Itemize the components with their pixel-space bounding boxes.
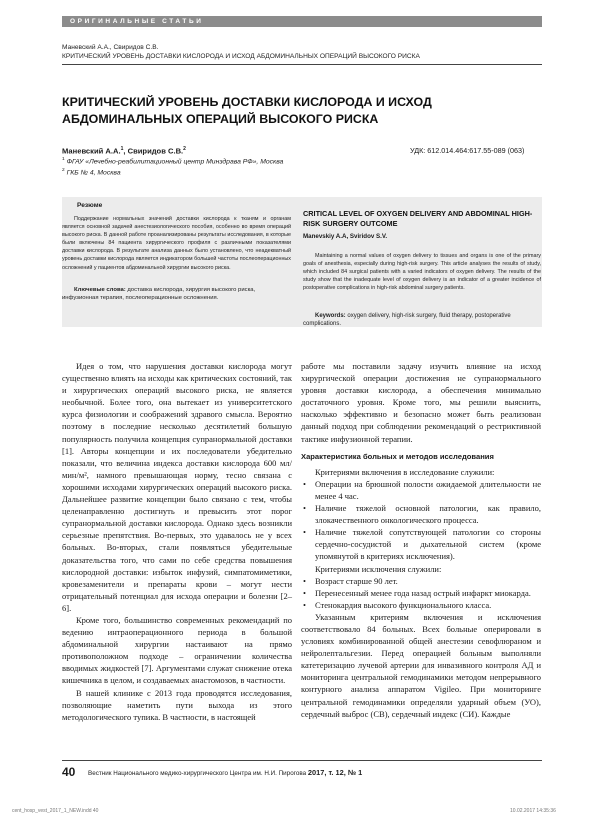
list-item-text: Возраст старше 90 лет.	[315, 575, 398, 586]
page-number: 40	[62, 765, 76, 779]
list-item-text: Наличие тяжелой основной патологии, как правило, злокачественного онкологического процесса.	[315, 503, 541, 526]
affiliation-1	[62, 157, 283, 165]
list-item-text: Наличие тяжелой сопутствующей патологии со стороны сердечно-сосудистой и дыхательной систем (кроме упомянутой в критериях исключения).	[315, 527, 541, 562]
footer-rule	[62, 760, 542, 761]
body-column-right	[301, 360, 541, 720]
affiliation-2-text: ГКБ № 4, Москва	[66, 169, 121, 177]
affiliation-2-sup: 2	[62, 168, 65, 173]
author-1: Маневский А.А.	[62, 146, 121, 156]
udc-code: УДК: 612.014.464:617.55-089 (063)	[410, 146, 525, 155]
bullet-icon: •	[303, 575, 306, 586]
abstract-en-body: Maintaining a normal values of oxygen delivery to tissues and organs is one of the primary goals of anesthesia, especially during high-risk surgery. This article analyses the results of study, which included 84 surgical patients with a varied indicators of oxygen delivery. The results of the study show that the inadequate level of oxygen delivery is an indicator of a greater incidence of postoperative complications in high-risk abdominal surgery patients.	[303, 253, 541, 292]
running-head-authors: Маневский А.А., Свиридов С.В.	[62, 44, 159, 51]
inclusion-list	[301, 478, 541, 563]
list-item-text: Перенесенный менее года назад острый инфаркт миокарда.	[315, 587, 531, 598]
body-paragraph: Указанным критериям включения и исключения соответствовало 84 больных. Всех больные оперировали в условиях комбинированной общей анестезии севофлюраном и нейролептальгезии. Перед операцией больным выполняли катетеризацию лучевой артерии для инвазивного контроля АД и мониторинга центральной гемодинамики методом непрерывного контурного анализа аппаратом Vigileo. При мониторинге центральной гемодинамики определяли ударный объем (УО), сердечный выброс (СВ), сердечный индекс (СИ). Каждые	[301, 611, 541, 719]
slug-timestamp: 10.02.2017 14:35:36	[510, 808, 556, 814]
bullet-icon: •	[303, 503, 306, 514]
body-paragraph: работе мы поставили задачу изучить влияние на исход хирургической операции достижения не супранормального уровня доставки кислорода, а обеспечения минимально достаточного уровня. Кроме того, мы решили выяснить, насколько эффективно и безопасно может быть реализован данный подход при соблюдении рекомендаций о рестриктивной тактике инфузионной терапии.	[301, 361, 541, 444]
list-item	[301, 575, 541, 587]
list-item	[301, 502, 541, 526]
abstract-ru-keywords-label: Ключевые слова:	[74, 287, 126, 293]
author-2: Свиридов С.В.	[127, 146, 184, 156]
affiliation-1-text: ФГАУ «Лечебно-реабилитационный центр Минздрава РФ», Москва	[66, 158, 284, 166]
body-paragraph: Идея о том, что нарушения доставки кислорода могут существенно влиять на исходы как критических состояний, так и хирургических операций высокого риска, не является необычной. Более того, она вытекает из университетского курса физиологии и соображений здравого смысла. Вероятно поэтому в последние несколько десятилетий большую популярность получила концепция супранормальной доставки [1]. Авторы концепции и их последователи убедительно показали, что величина индекса доставки кислорода 600 мл/мин/м², намного превышающая норму, тесно связана с хорошими исходами хирургических операций высокого риска. Дальнейшее развитие концепции было связано с тем, чтобы целенаправленно достигнуть и превысить этот порог супранормальной доставки кислорода. Однако здесь возникли серьезные препятствия. Во-первых, это удавалось не у всех больных. Во-вторых, стали появляться убедительные доказательства того, что сами по себе средства повышения кислородной доставки: избыток инфузий, симпатомиметики, кровезаменители и препараты крови – могут нести отрицательный потенциал для исхода операции и болезни [2–6].	[62, 361, 292, 613]
affiliation-2	[62, 168, 121, 176]
list-item	[301, 478, 541, 502]
list-item-text: Операции на брюшной полости ожидаемой длительности не менее 4 час.	[315, 478, 541, 501]
abstract-ru-keywords	[62, 286, 291, 302]
exclusion-lead: Критериями исключения служили:	[315, 563, 442, 574]
running-head	[62, 43, 542, 61]
body-column-left	[62, 360, 292, 723]
journal-issue: 2017, т. 12, № 1	[307, 768, 363, 777]
article-title: КРИТИЧЕСКИЙ УРОВЕНЬ ДОСТАВКИ КИСЛОРОДА И ИСХОД АБДОМИНАЛЬНЫХ ОПЕРАЦИЙ ВЫСОКОГО РИСКА	[62, 95, 432, 126]
header-rule	[62, 64, 542, 65]
list-item	[301, 526, 541, 562]
author-2-sup: 2	[183, 146, 186, 152]
exclusion-list	[301, 575, 541, 611]
journal-footer	[88, 768, 362, 777]
abstract-en-authors: Manevskiy A.A, Sviridov S.V.	[303, 233, 388, 240]
abstract-en-keywords-text: oxygen delivery, high-risk surgery, fluid therapy, postoperative complications.	[303, 313, 511, 328]
body-paragraph: Кроме того, большинство современных рекомендаций по ведению интраоперационного периода в большой абдоминальной хирургии настаивают на прямо противоположном подходе – ограничении количества вводимых жидкостей [7]. Аргументами служат снижение отека кишечника в целом, и создаваемых анастомозов, в частности.	[62, 614, 292, 686]
journal-name: Вестник Национального медико-хирургического Центра им. Н.И. Пирогова	[88, 770, 307, 777]
section-label: ОРИГИНАЛЬНЫЕ СТАТЬИ	[62, 16, 542, 27]
abstract-ru-body: Поддержание нормальных значений доставки кислорода к тканям и органам является основной задачей анестезиологического пособия, особенно во время операций высокого риска. В данной работе проанализированы результаты исследования, в которые были включены 84 пациента хирургического профиля с различными показателями доставки кислорода. В результате анализа данных было установлено, что неадекватный уровень доставки кислорода является индикатором большей частоты послеоперационных осложнений у пациентов абдоминальной хирургии высокого риска.	[62, 216, 291, 271]
abstract-ru-keywords-text: доставка кислорода, хирургия высокого риска, инфузионная терапия, послеоперационные осложнения.	[62, 287, 256, 302]
list-item	[301, 599, 541, 611]
running-head-title: КРИТИЧЕСКИЙ УРОВЕНЬ ДОСТАВКИ КИСЛОРОДА И ИСХОД АБДОМИНАЛЬНЫХ ОПЕРАЦИЙ ВЫСОКОГО РИСКА	[62, 53, 420, 60]
abstract-ru-text	[62, 215, 291, 272]
authors-line: Маневский А.А.$^1$, Свиридов С.В.$^2$	[62, 146, 186, 156]
list-item-text: Стенокардия высокого функционального класса.	[315, 599, 492, 610]
affiliation-1-sup: 1	[62, 157, 65, 162]
body-paragraph: В нашей клинике с 2013 года проводятся исследования, позволяющие наметить пути выхода из этого методологического тупика. В частности, в настоящей	[62, 687, 292, 722]
abstract-en-keywords	[303, 312, 541, 329]
bullet-icon: •	[303, 587, 306, 598]
abstract-en-text	[303, 252, 541, 292]
section-heading: Характеристика больных и методов исследования	[301, 451, 494, 461]
author-1-sup: 1	[120, 146, 124, 152]
bullet-icon: •	[303, 478, 306, 489]
abstract-en-keywords-label: Keywords:	[315, 313, 346, 319]
bullet-icon: •	[303, 599, 306, 610]
slug-filename: cent_hosp_vest_2017_1_NEW.indd 40	[12, 808, 99, 814]
inclusion-lead: Критериями включения в исследование служили:	[315, 466, 495, 477]
abstract-ru-heading: Резюме	[77, 202, 103, 209]
abstract-en-title: CRITICAL LEVEL OF OXYGEN DELIVERY AND ABDOMINAL HIGH-RISK SURGERY OUTCOME	[303, 209, 533, 228]
bullet-icon: •	[303, 527, 306, 538]
list-item	[301, 587, 541, 599]
